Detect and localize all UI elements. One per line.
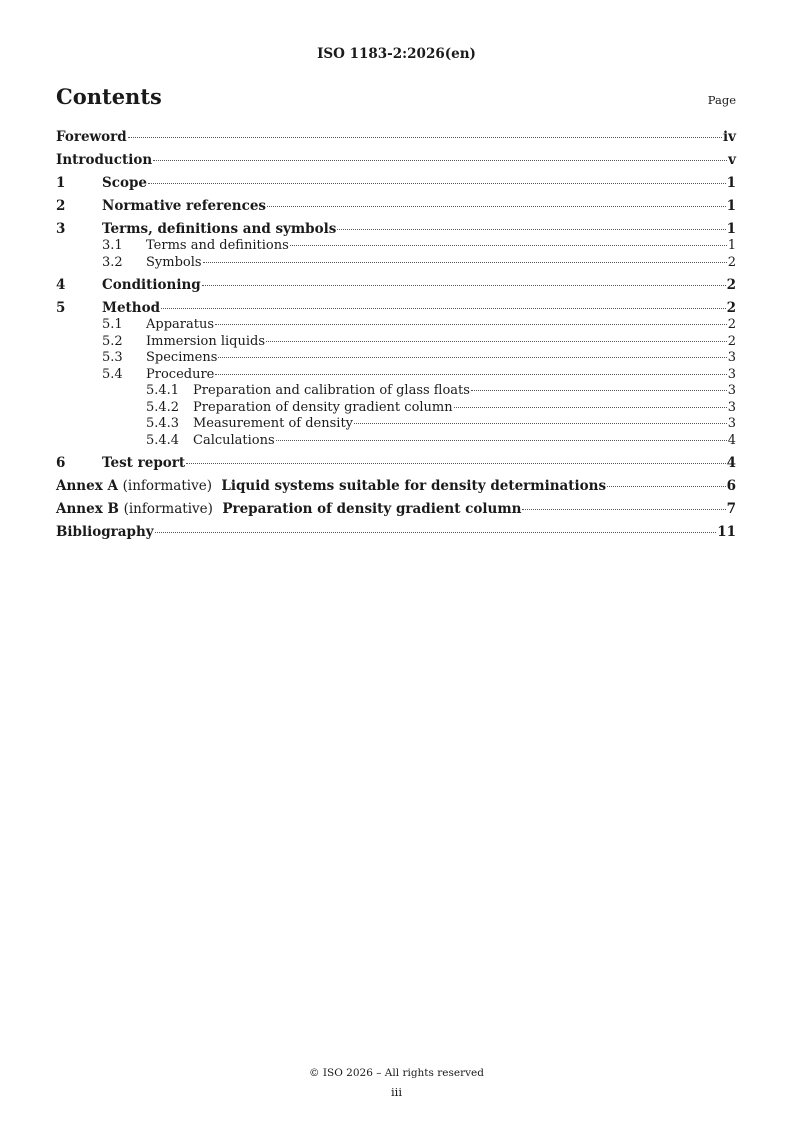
- toc-entry-page: 2: [727, 254, 736, 270]
- toc-entry-number: 3: [56, 221, 66, 237]
- dot-leader: [128, 137, 722, 138]
- dot-leader: [202, 285, 726, 286]
- toc-entry-page: 2: [726, 277, 736, 293]
- toc-entry-page: 3: [727, 416, 736, 431]
- toc-entry-page: 6: [726, 478, 736, 494]
- toc-entry-scope[interactable]: [56, 175, 736, 192]
- toc-entry-title: Preparation of density gradient column: [193, 399, 453, 415]
- toc-entry-page: 3: [727, 383, 736, 398]
- toc-entry-title: Procedure: [146, 366, 215, 382]
- dot-leader: [471, 390, 727, 391]
- dot-leader: [607, 486, 726, 487]
- annex-label: Annex A: [56, 478, 118, 494]
- toc-entry-page: 7: [726, 501, 736, 517]
- toc-entry-number: 5.4.2: [146, 399, 180, 415]
- dot-leader: [267, 206, 726, 207]
- toc-entry-page: 1: [726, 175, 736, 191]
- toc-entry-number: 6: [56, 455, 66, 471]
- toc-entry-title: Calculations: [193, 432, 275, 448]
- toc-entry-title: Conditioning: [102, 277, 201, 293]
- annex-note: (informative): [123, 501, 213, 517]
- dot-leader: [276, 440, 727, 441]
- contents-title: Contents: [56, 84, 162, 109]
- toc-entry-number: 5.4.4: [146, 432, 180, 448]
- toc-entry-title: Introduction: [56, 152, 153, 168]
- toc-entry-page: iv: [723, 129, 736, 145]
- dot-leader: [522, 509, 725, 510]
- toc-entry-annex-b[interactable]: [56, 501, 736, 518]
- dot-leader: [161, 308, 726, 309]
- dot-leader: [203, 262, 727, 263]
- dot-leader: [218, 357, 726, 358]
- toc-entry-number: 2: [56, 198, 66, 214]
- toc-entry-number: 3.1: [102, 238, 123, 253]
- toc-entry-title: Preparation of density gradient column: [222, 501, 522, 517]
- toc-entry-page: 3: [727, 399, 736, 415]
- dot-leader: [215, 374, 726, 375]
- footer-page-number: iii: [390, 1085, 403, 1099]
- toc-entry-page: 1: [726, 198, 736, 214]
- dot-leader: [153, 160, 727, 161]
- toc-entry-page: 1: [727, 238, 736, 253]
- toc-entry-page: 1: [726, 221, 736, 237]
- table-of-contents: [56, 129, 736, 541]
- dot-leader: [454, 407, 727, 408]
- toc-entry-title: Liquid systems suitable for density determinations: [221, 478, 607, 494]
- annex-label: Annex B: [56, 501, 119, 517]
- toc-entry-density-gradient-column[interactable]: [56, 400, 736, 417]
- document-id-header: ISO 1183-2:2026(en): [317, 46, 476, 62]
- toc-entry-title: Test report: [102, 455, 186, 471]
- toc-entry-apparatus[interactable]: [56, 317, 736, 334]
- toc-entry-title: Symbols: [146, 254, 202, 270]
- dot-leader: [290, 245, 727, 246]
- toc-entry-page: 3: [727, 350, 736, 365]
- toc-entry-title: Terms and definitions: [146, 238, 289, 253]
- dot-leader: [337, 229, 725, 230]
- toc-entry-specimens[interactable]: [56, 350, 736, 367]
- toc-entry-number: 5.2: [102, 333, 123, 349]
- toc-entry-glass-floats[interactable]: [56, 383, 736, 400]
- dot-leader: [186, 463, 725, 464]
- toc-entry-page: 2: [727, 333, 736, 349]
- toc-entry-symbols[interactable]: [56, 255, 736, 272]
- toc-entry-terms-definitions-symbols[interactable]: [56, 221, 736, 238]
- toc-entry-number: 5.3: [102, 350, 123, 365]
- toc-entry-title: Scope: [102, 175, 148, 191]
- toc-entry-measurement-of-density[interactable]: [56, 416, 736, 433]
- toc-entry-title: Terms, definitions and symbols: [102, 221, 337, 237]
- toc-entry-number: 4: [56, 277, 66, 293]
- toc-entry-title: Preparation and calibration of glass floats: [193, 383, 470, 398]
- toc-entry-conditioning[interactable]: [56, 277, 736, 294]
- toc-entry-number: 5.4.1: [146, 383, 180, 398]
- toc-entry-test-report[interactable]: [56, 455, 736, 472]
- toc-entry-title: Normative references: [102, 198, 267, 214]
- dot-leader: [266, 341, 727, 342]
- toc-entry-number: 5.4.3: [146, 416, 180, 431]
- toc-entry-bibliography[interactable]: [56, 524, 736, 541]
- toc-entry-title: Immersion liquids: [146, 333, 266, 349]
- toc-entry-calculations[interactable]: [56, 433, 736, 450]
- toc-entry-number: 5.4: [102, 366, 123, 382]
- toc-entry-title: Measurement of density: [193, 416, 354, 431]
- toc-entry-page: 3: [727, 366, 736, 382]
- dot-leader: [155, 532, 717, 533]
- annex-note: (informative): [122, 478, 212, 494]
- toc-entry-page: 2: [726, 300, 736, 316]
- toc-entry-immersion-liquids[interactable]: [56, 334, 736, 351]
- dot-leader: [354, 423, 727, 424]
- toc-entry-page: 2: [727, 317, 736, 332]
- toc-entry-number: 5: [56, 300, 66, 316]
- toc-entry-title: Apparatus: [146, 317, 215, 332]
- toc-entry-title: Method: [102, 300, 161, 316]
- toc-entry-introduction[interactable]: [56, 152, 736, 169]
- toc-entry-method[interactable]: [56, 300, 736, 317]
- toc-entry-title: Specimens: [146, 350, 218, 365]
- toc-entry-title: Foreword: [56, 129, 127, 145]
- toc-entry-normative-references[interactable]: [56, 198, 736, 215]
- toc-entry-title: Bibliography: [56, 524, 154, 540]
- toc-entry-page: 4: [726, 455, 736, 471]
- toc-entry-annex-a[interactable]: [56, 478, 736, 495]
- toc-entry-page: v: [728, 152, 736, 168]
- toc-entry-terms-and-definitions[interactable]: [56, 238, 736, 255]
- page-column-label: Page: [707, 93, 736, 107]
- footer-copyright: © ISO 2026 – All rights reserved: [309, 1067, 484, 1079]
- toc-entry-number: 5.1: [102, 317, 123, 332]
- dot-leader: [215, 324, 727, 325]
- toc-entry-page: 4: [727, 432, 736, 448]
- toc-entry-number: 3.2: [102, 254, 123, 270]
- toc-entry-number: 1: [56, 175, 66, 191]
- toc-entry-foreword[interactable]: [56, 129, 736, 146]
- toc-entry-page: 11: [717, 524, 736, 540]
- toc-entry-procedure[interactable]: [56, 367, 736, 384]
- dot-leader: [148, 183, 726, 184]
